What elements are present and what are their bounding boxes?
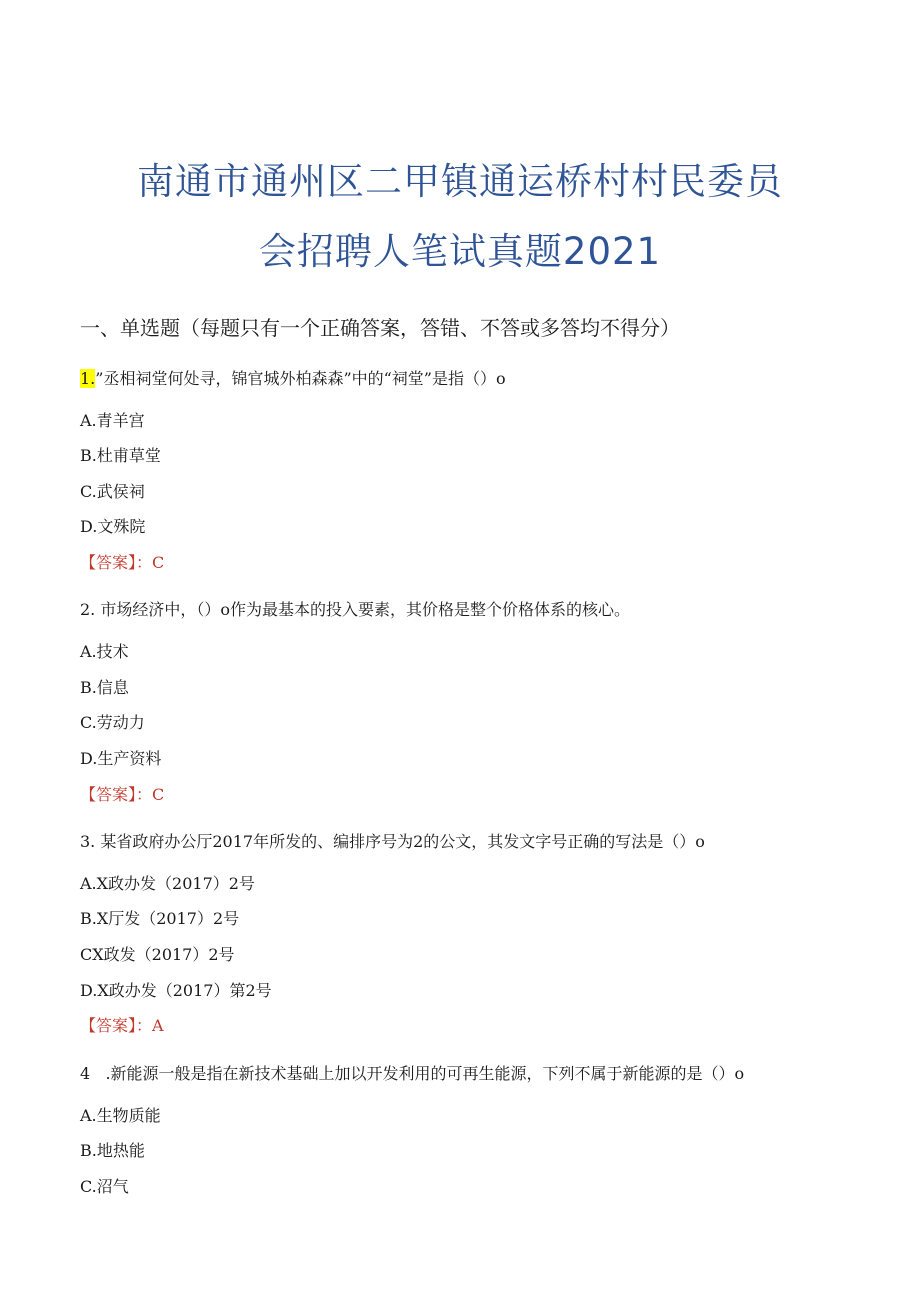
question-text: 市场经济中，（）o作为最基本的投入要素，其价格是整个价格体系的核心。 (100, 600, 630, 619)
document-title-line-2: 会招聘人笔试真题2021 (258, 230, 662, 273)
document-title-line-1: 南通市通州区二甲镇通运桥村村民委员 (137, 160, 783, 203)
option-c: C.沼气 (80, 1177, 129, 1196)
question-number: 3. (80, 832, 96, 851)
option-a: A.X政办发（2017）2号 (80, 874, 255, 893)
question-number: 4 (80, 1064, 91, 1083)
option-c: CX政发（2017）2号 (80, 945, 235, 964)
option-a: A.生物质能 (80, 1106, 161, 1125)
option-a: A.技术 (80, 642, 129, 661)
question-text: .新能源一般是指在新技术基础上加以开发利用的可再生能源，下列不属于新能源的是（）o (105, 1064, 745, 1083)
answer-label: 【答案】：A (80, 1016, 164, 1035)
option-d: D.文殊院 (80, 517, 146, 536)
question-3 (80, 830, 705, 854)
option-b: B.杜甫草堂 (80, 446, 161, 465)
question-1 (80, 367, 506, 391)
question-4 (80, 1062, 744, 1086)
option-c: C.劳动力 (80, 713, 145, 732)
question-number: 2. (80, 600, 96, 619)
question-number-highlighted: 1. (80, 369, 96, 388)
option-c: C.武侯祠 (80, 482, 145, 501)
option-a: A.青羊宫 (80, 411, 145, 430)
question-text: ”丞相祠堂何处寻，锦官城外柏森森”中的“祠堂”是指（）o (95, 369, 506, 388)
option-d: D.生产资料 (80, 749, 162, 768)
option-b: B.地热能 (80, 1141, 145, 1160)
question-2 (80, 598, 630, 622)
option-d: D.X政办发（2017）第2号 (80, 981, 272, 1000)
answer-label: 【答案】：C (80, 785, 165, 804)
section-heading: 一、单选题（每题只有一个正确答案，答错、不答或多答均不得分） (80, 316, 680, 340)
answer-label: 【答案】：C (80, 553, 165, 572)
question-text: 某省政府办公厅2017年所发的、编排序号为2的公文，其发文字号正确的写法是（）o (100, 832, 705, 851)
option-b: B.X厅发（2017）2号 (80, 909, 240, 928)
option-b: B.信息 (80, 678, 129, 697)
